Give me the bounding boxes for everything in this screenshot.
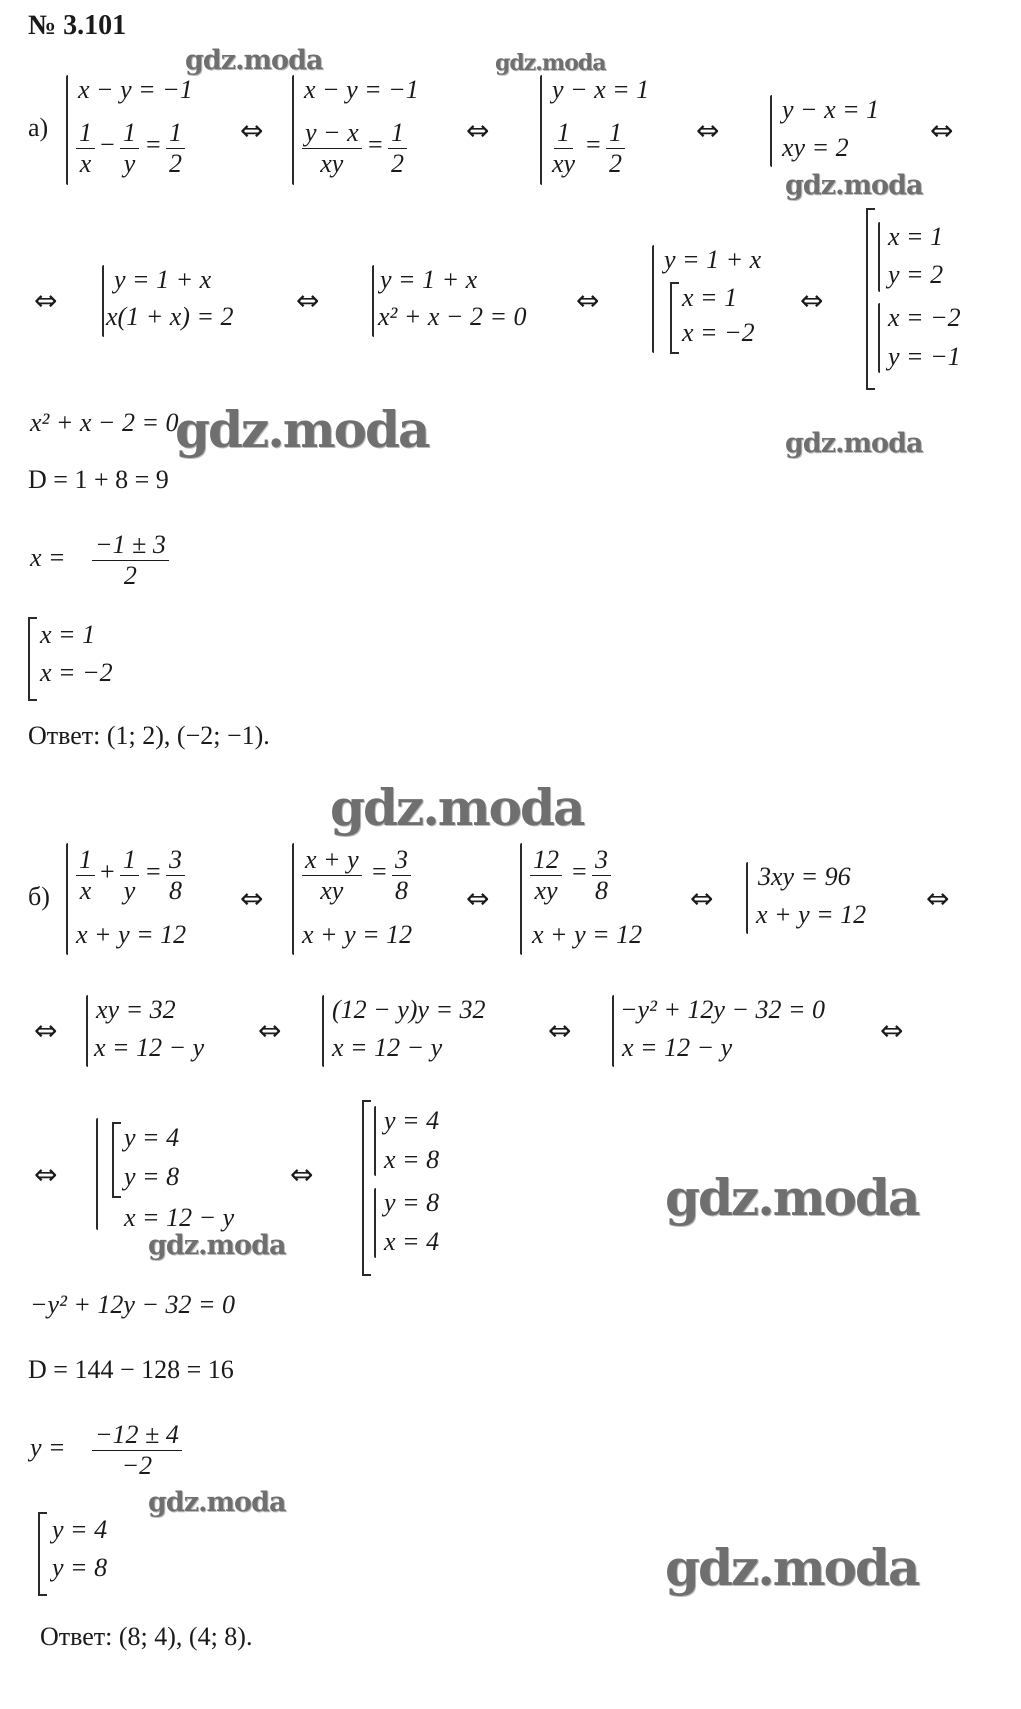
equivalence-sign: ⇔ bbox=[926, 882, 950, 915]
root-formula-fraction bbox=[92, 530, 169, 591]
system-brace bbox=[374, 1106, 376, 1176]
root-formula-lhs: y = bbox=[30, 1433, 66, 1462]
discriminant: D = 1 + 8 = 9 bbox=[28, 465, 169, 494]
system-brace bbox=[374, 1188, 376, 1258]
equation: y = −1 bbox=[888, 342, 961, 371]
equivalence-sign: ⇔ bbox=[296, 284, 320, 317]
equivalence-sign: ⇔ bbox=[466, 882, 490, 915]
system-brace bbox=[292, 75, 294, 185]
fraction bbox=[592, 845, 611, 906]
equation: y = 8 bbox=[124, 1162, 180, 1191]
root: x = −2 bbox=[40, 658, 113, 687]
equivalence-sign: ⇔ bbox=[930, 114, 954, 147]
watermark: gdz.moda bbox=[495, 50, 606, 76]
discriminant: D = 144 − 128 = 16 bbox=[28, 1355, 234, 1384]
watermark: gdz.moda bbox=[175, 400, 429, 459]
equation: x = 4 bbox=[384, 1227, 440, 1256]
numerator: 1 bbox=[120, 118, 139, 149]
equivalence-sign: ⇔ bbox=[466, 114, 490, 147]
denominator: xy bbox=[320, 149, 344, 178]
denominator: 8 bbox=[595, 876, 608, 905]
equation: x + y = 12 bbox=[532, 920, 643, 949]
problem-number: № 3.101 bbox=[28, 10, 127, 41]
equation: y = 1 + x bbox=[114, 265, 212, 294]
system-brace bbox=[878, 303, 880, 373]
denominator: xy bbox=[552, 149, 576, 178]
watermark: gdz.moda bbox=[148, 1487, 286, 1518]
part-b-label: б) bbox=[28, 882, 50, 911]
answer-b: Ответ: (8; 4), (4; 8). bbox=[40, 1622, 253, 1651]
system-brace bbox=[96, 1118, 98, 1230]
equation: x + y = 12 bbox=[302, 920, 413, 949]
numerator: 1 bbox=[166, 118, 185, 149]
denominator: 2 bbox=[391, 149, 404, 178]
root-formula-fraction bbox=[92, 1420, 182, 1481]
fraction bbox=[392, 845, 411, 906]
numerator: 12 bbox=[530, 845, 562, 876]
set-bracket bbox=[112, 1122, 121, 1198]
fraction bbox=[388, 118, 407, 179]
equation: y = 2 bbox=[888, 260, 944, 289]
equivalence-sign: ⇔ bbox=[240, 882, 264, 915]
equation: y = 8 bbox=[384, 1188, 440, 1217]
numerator: 1 bbox=[606, 118, 625, 149]
equation: y − x = 1 bbox=[552, 75, 650, 104]
equivalence-sign: ⇔ bbox=[240, 114, 264, 147]
equivalence-sign: ⇔ bbox=[576, 284, 600, 317]
equation: 3xy = 96 bbox=[758, 862, 851, 891]
equation: x = 12 − y bbox=[622, 1033, 733, 1062]
fraction bbox=[120, 845, 139, 906]
fraction bbox=[530, 845, 562, 906]
numerator: 3 bbox=[592, 845, 611, 876]
quadratic-equation: −y² + 12y − 32 = 0 bbox=[30, 1290, 236, 1319]
system-brace bbox=[372, 265, 374, 337]
equation: x = 12 − y bbox=[332, 1033, 443, 1062]
system-brace bbox=[86, 995, 88, 1067]
numerator: 1 bbox=[76, 118, 95, 149]
system-brace bbox=[322, 995, 324, 1067]
denominator: 2 bbox=[123, 561, 137, 590]
set-bracket bbox=[362, 1100, 371, 1276]
watermark: gdz.moda bbox=[330, 778, 584, 837]
denominator: 2 bbox=[609, 149, 622, 178]
denominator: x bbox=[79, 876, 92, 905]
fraction bbox=[606, 118, 625, 179]
numerator: −12 ± 4 bbox=[92, 1420, 182, 1451]
equation: x = −2 bbox=[682, 318, 755, 347]
equation: x = 12 − y bbox=[124, 1203, 235, 1232]
system-brace bbox=[652, 245, 654, 353]
watermark: gdz.moda bbox=[665, 1538, 919, 1597]
system-brace bbox=[612, 995, 614, 1067]
equation: y = 1 + x bbox=[664, 245, 762, 274]
fraction bbox=[166, 118, 185, 179]
numerator: 3 bbox=[166, 845, 185, 876]
fraction bbox=[302, 118, 362, 179]
set-bracket bbox=[670, 282, 679, 354]
root-formula-lhs: x = bbox=[30, 543, 66, 572]
equivalence-sign: ⇔ bbox=[548, 1014, 572, 1047]
denominator: x bbox=[79, 149, 92, 178]
equation: y = 1 + x bbox=[380, 265, 478, 294]
watermark: gdz.moda bbox=[185, 45, 323, 76]
equivalence-sign: ⇔ bbox=[258, 1014, 282, 1047]
set-bracket bbox=[38, 1512, 47, 1596]
equation: y = 4 bbox=[124, 1123, 180, 1152]
equation: −y² + 12y − 32 = 0 bbox=[620, 995, 826, 1024]
equation: xy = 2 bbox=[782, 133, 849, 162]
denominator: xy bbox=[534, 876, 558, 905]
fraction bbox=[76, 845, 95, 906]
denominator: 8 bbox=[169, 876, 182, 905]
equivalence-sign: ⇔ bbox=[34, 1158, 58, 1191]
system-brace bbox=[746, 862, 748, 934]
fraction bbox=[120, 118, 139, 179]
numerator: 1 bbox=[76, 845, 95, 876]
equation: y = 4 bbox=[384, 1106, 440, 1135]
equivalence-sign: ⇔ bbox=[290, 1158, 314, 1191]
numerator: y − x bbox=[302, 118, 362, 149]
numerator: 3 bbox=[392, 845, 411, 876]
equation: x − y = −1 bbox=[304, 75, 419, 104]
system-brace bbox=[770, 95, 772, 167]
fraction bbox=[552, 118, 575, 179]
equation: x − y = −1 bbox=[78, 75, 193, 104]
equivalence-sign: ⇔ bbox=[34, 1014, 58, 1047]
system-brace bbox=[66, 843, 68, 955]
numerator: 1 bbox=[120, 845, 139, 876]
system-brace bbox=[102, 265, 104, 337]
watermark: gdz.moda bbox=[148, 1230, 286, 1261]
numerator: 1 bbox=[554, 118, 573, 149]
numerator: −1 ± 3 bbox=[92, 530, 169, 561]
equation: x² + x − 2 = 0 bbox=[378, 302, 527, 331]
equivalence-sign: ⇔ bbox=[696, 114, 720, 147]
system-brace bbox=[878, 222, 880, 292]
equivalence-sign: ⇔ bbox=[690, 882, 714, 915]
equation: x = −2 bbox=[888, 303, 961, 332]
denominator: y bbox=[123, 876, 136, 905]
equation: x(1 + x) = 2 bbox=[106, 302, 234, 331]
equation: x + y = 12 bbox=[76, 920, 187, 949]
equation: (12 − y)y = 32 bbox=[332, 995, 486, 1024]
equation: x = 1 bbox=[682, 283, 738, 312]
equation: xy = 32 bbox=[96, 995, 176, 1024]
set-bracket bbox=[866, 208, 875, 390]
numerator: 1 bbox=[388, 118, 407, 149]
watermark: gdz.moda bbox=[785, 170, 923, 201]
denominator: xy bbox=[320, 876, 344, 905]
set-bracket bbox=[28, 617, 37, 701]
equivalence-sign: ⇔ bbox=[34, 284, 58, 317]
root: y = 4 bbox=[52, 1515, 108, 1544]
equation: x = 12 − y bbox=[94, 1033, 205, 1062]
watermark: gdz.moda bbox=[785, 428, 923, 459]
denominator: 2 bbox=[169, 149, 182, 178]
denominator: 8 bbox=[395, 876, 408, 905]
root: y = 8 bbox=[52, 1553, 108, 1582]
equation: x = 8 bbox=[384, 1145, 440, 1174]
system-brace bbox=[520, 843, 522, 955]
watermark: gdz.moda bbox=[665, 1168, 919, 1227]
fraction bbox=[166, 845, 185, 906]
system-brace bbox=[292, 843, 294, 955]
fraction bbox=[76, 118, 95, 179]
answer-a: Ответ: (1; 2), (−2; −1). bbox=[28, 721, 270, 750]
equivalence-sign: ⇔ bbox=[880, 1014, 904, 1047]
part-a-label: а) bbox=[28, 113, 49, 142]
numerator: x + y bbox=[302, 845, 362, 876]
equation: y − x = 1 bbox=[782, 95, 880, 124]
system-brace bbox=[540, 75, 542, 185]
quadratic-equation: x² + x − 2 = 0 bbox=[30, 408, 179, 437]
equation: x + y = 12 bbox=[756, 900, 867, 929]
denominator: −2 bbox=[121, 1451, 153, 1480]
denominator: y bbox=[123, 149, 136, 178]
equation: x = 1 bbox=[888, 222, 944, 251]
root: x = 1 bbox=[40, 620, 96, 649]
fraction bbox=[302, 845, 362, 906]
system-brace bbox=[66, 75, 68, 185]
equivalence-sign: ⇔ bbox=[800, 284, 824, 317]
